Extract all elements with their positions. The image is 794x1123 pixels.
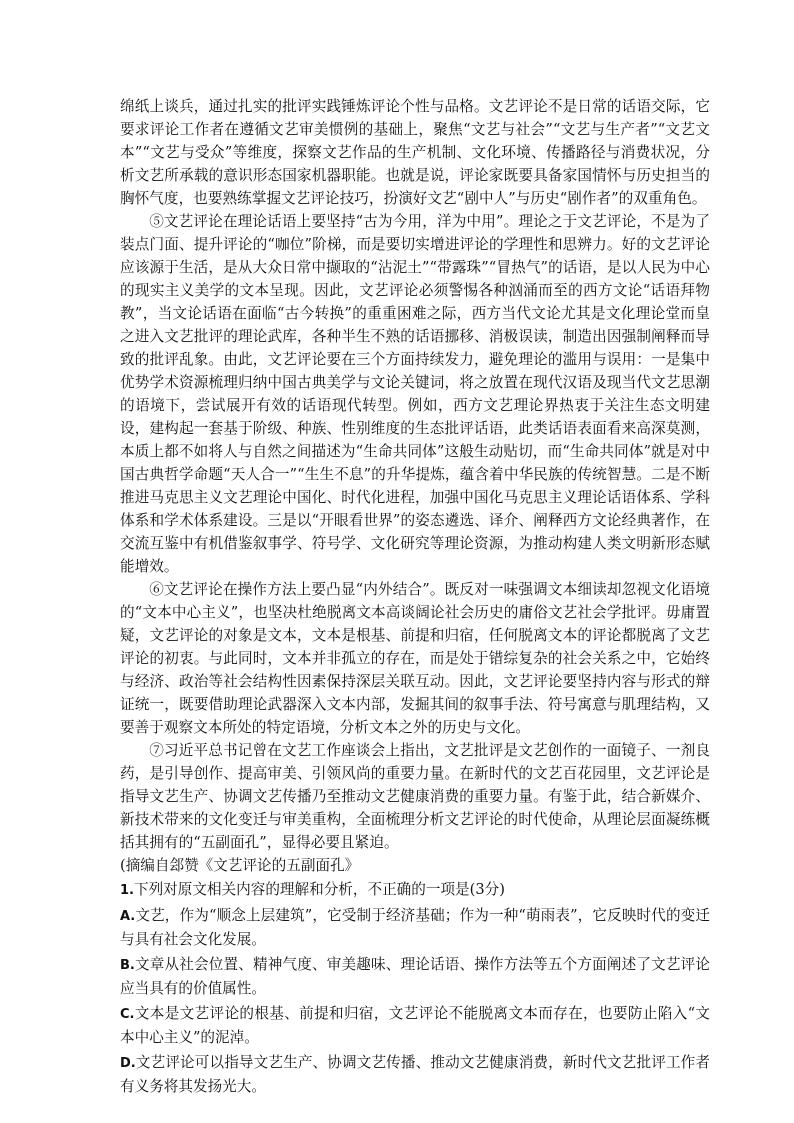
option-letter: A. <box>120 909 136 924</box>
option-text: 文本是文艺评论的根基、前提和归宿，文艺评论不能脱离文本而存在，也要防止陷入“文本中心主义”的泥淖。 <box>120 1005 710 1046</box>
question-stem <box>120 878 710 902</box>
paragraph-continued: 绵纸上谈兵，通过扎实的批评实践锤炼评论个性与品格。文艺评论不是日常的话语交际，它要求评论工作者在遵循文艺审美惯例的基础上，聚焦“文艺与社会”“文艺与生产者”“文艺文本”“文艺与受众”等维度，探察文艺作品的生产机制、文化环境、传播路径与消费状况，分析文艺所承载的意识形态国家机器职能。也就是说，评论家既要具备家国情怀与历史担当的胸怀气度，也要熟练掌握文艺评论技巧，扮演好文艺“剧中人”与历史“剧作者”的双重角色。 <box>120 98 710 207</box>
option-a <box>120 904 710 951</box>
option-c <box>120 1002 710 1049</box>
paragraph-7: ⑦习近平总书记曾在文艺工作座谈会上指出，文艺批评是文艺创作的一面镜子、一剂良药，是引导创作、提高审美、引领风尚的重要力量。在新时代的文艺百花园里，文艺评论是指导文艺生产、协调文艺传播乃至推动文艺健康消费的重要力量。有鉴于此，结合新媒介、新技术带来的文化变迁与审美重构，全面梳理分析文艺评论的时代使命，从理论层面凝练概括其拥有的“五副面孔”，显得必要且紧迫。 <box>120 742 710 851</box>
option-d <box>120 1051 710 1098</box>
question-number: 1. <box>120 883 134 898</box>
option-b <box>120 953 710 1000</box>
option-text: 文艺，作为“顺念上层建筑”，它受制于经济基础；作为一种“萌雨表”，它反映时代的变迁与具有社会文化发展。 <box>120 907 710 948</box>
source-citation: (摘编自郐赞《文艺评论的五副面孔》 <box>120 857 360 874</box>
option-letter: B. <box>120 958 135 973</box>
option-letter: C. <box>120 1007 135 1022</box>
question-text: 下列对原文相关内容的理解和分析，不正确的一项是(3分) <box>133 881 505 898</box>
option-text: 文章从社会位置、精神气度、审美趣味、理论话语、操作方法等五个方面阐述了文艺评论应当具有的价值属性。 <box>120 956 710 997</box>
option-text: 文艺评论可以指导文艺生产、协调文艺传播、推动文艺健康消费，新时代文艺批评工作者有义务将其发扬光大。 <box>120 1054 710 1095</box>
paragraph-6: ⑥文艺评论在操作方法上要凸显“内外结合”。既反对一味强调文本细读却忽视文化语境的“文本中心主义”，也坚决杜绝脱离文本高谈阔论社会历史的庸俗文艺社会学批评。毋庸置疑，文艺评论的对象是文本，文本是根基、前提和归宿，任何脱离文本的评论都脱离了文艺评论的初衷。与此同时，文本并非孤立的存在，而是处于错综复杂的社会关系之中，它始终与经济、政治等社会结构性因素保持深层关联互动。因此，文艺评论要坚持内容与形式的辩证统一，既要借助理论武器深入文本内部，发掘其间的叙事手法、符号寓意与肌理结构，又要善于观察文本所处的特定语境，分析文本之外的历史与文化。 <box>120 581 710 736</box>
paragraph-5: ⑤文艺评论在理论话语上要坚持“古为今用，洋为中用”。理论之于文艺评论，不是为了装点门面、提升评论的“咖位”阶梯，而是要切实增进评论的学理性和思辨力。好的文艺评论应该源于生活，是从大众日常中撷取的“沾泥土”“带露珠”“冒热气”的话语，是以人民为中心的现实主义美学的文本呈现。因此，文艺评论必须警惕各种汹涌而至的西方文论“话语拜物教”，当文论话语在面临“古今转换”的重重困难之际，西方当代文论尤其是文化理论堂而皇之进入文艺批评的理论武库，各种半生不熟的话语挪移、消极误读，制造出因强制阐释而导致的批评乱象。由此，文艺评论要在三个方面持续发力，避免理论的滥用与误用：一是集中优势学术资源梳理归纳中国古典美学与文论关键词，将之放置在现代汉语及现当代文艺思潮的语境下，尝试展开有效的话语现代转型。例如，西方文艺理论界热衷于关注生态文明建设，建构起一套基于阶级、种族、性别维度的生态批评话语，此类话语表面看来高深莫测，本质上都不如将人与自然之间描述为“生命共同体”这般生动贴切，而“生命共同体”就是对中国古典哲学命题“天人合一”“生生不息”的升华提炼，蕴含着中华民族的传统智慧。二是不断推进马克思主义文艺理论中国化、时代化进程，加强中国化马克思主义理论话语体系、学科体系和学术体系建设。三是以“开眼看世界”的姿态遴选、译介、阐释西方文论经典著作，在交流互鉴中有机借鉴叙事学、符号学、文化研究等理论资源，为推动构建人类文明新形态赋能增效。 <box>120 213 710 575</box>
option-letter: D. <box>120 1056 136 1071</box>
